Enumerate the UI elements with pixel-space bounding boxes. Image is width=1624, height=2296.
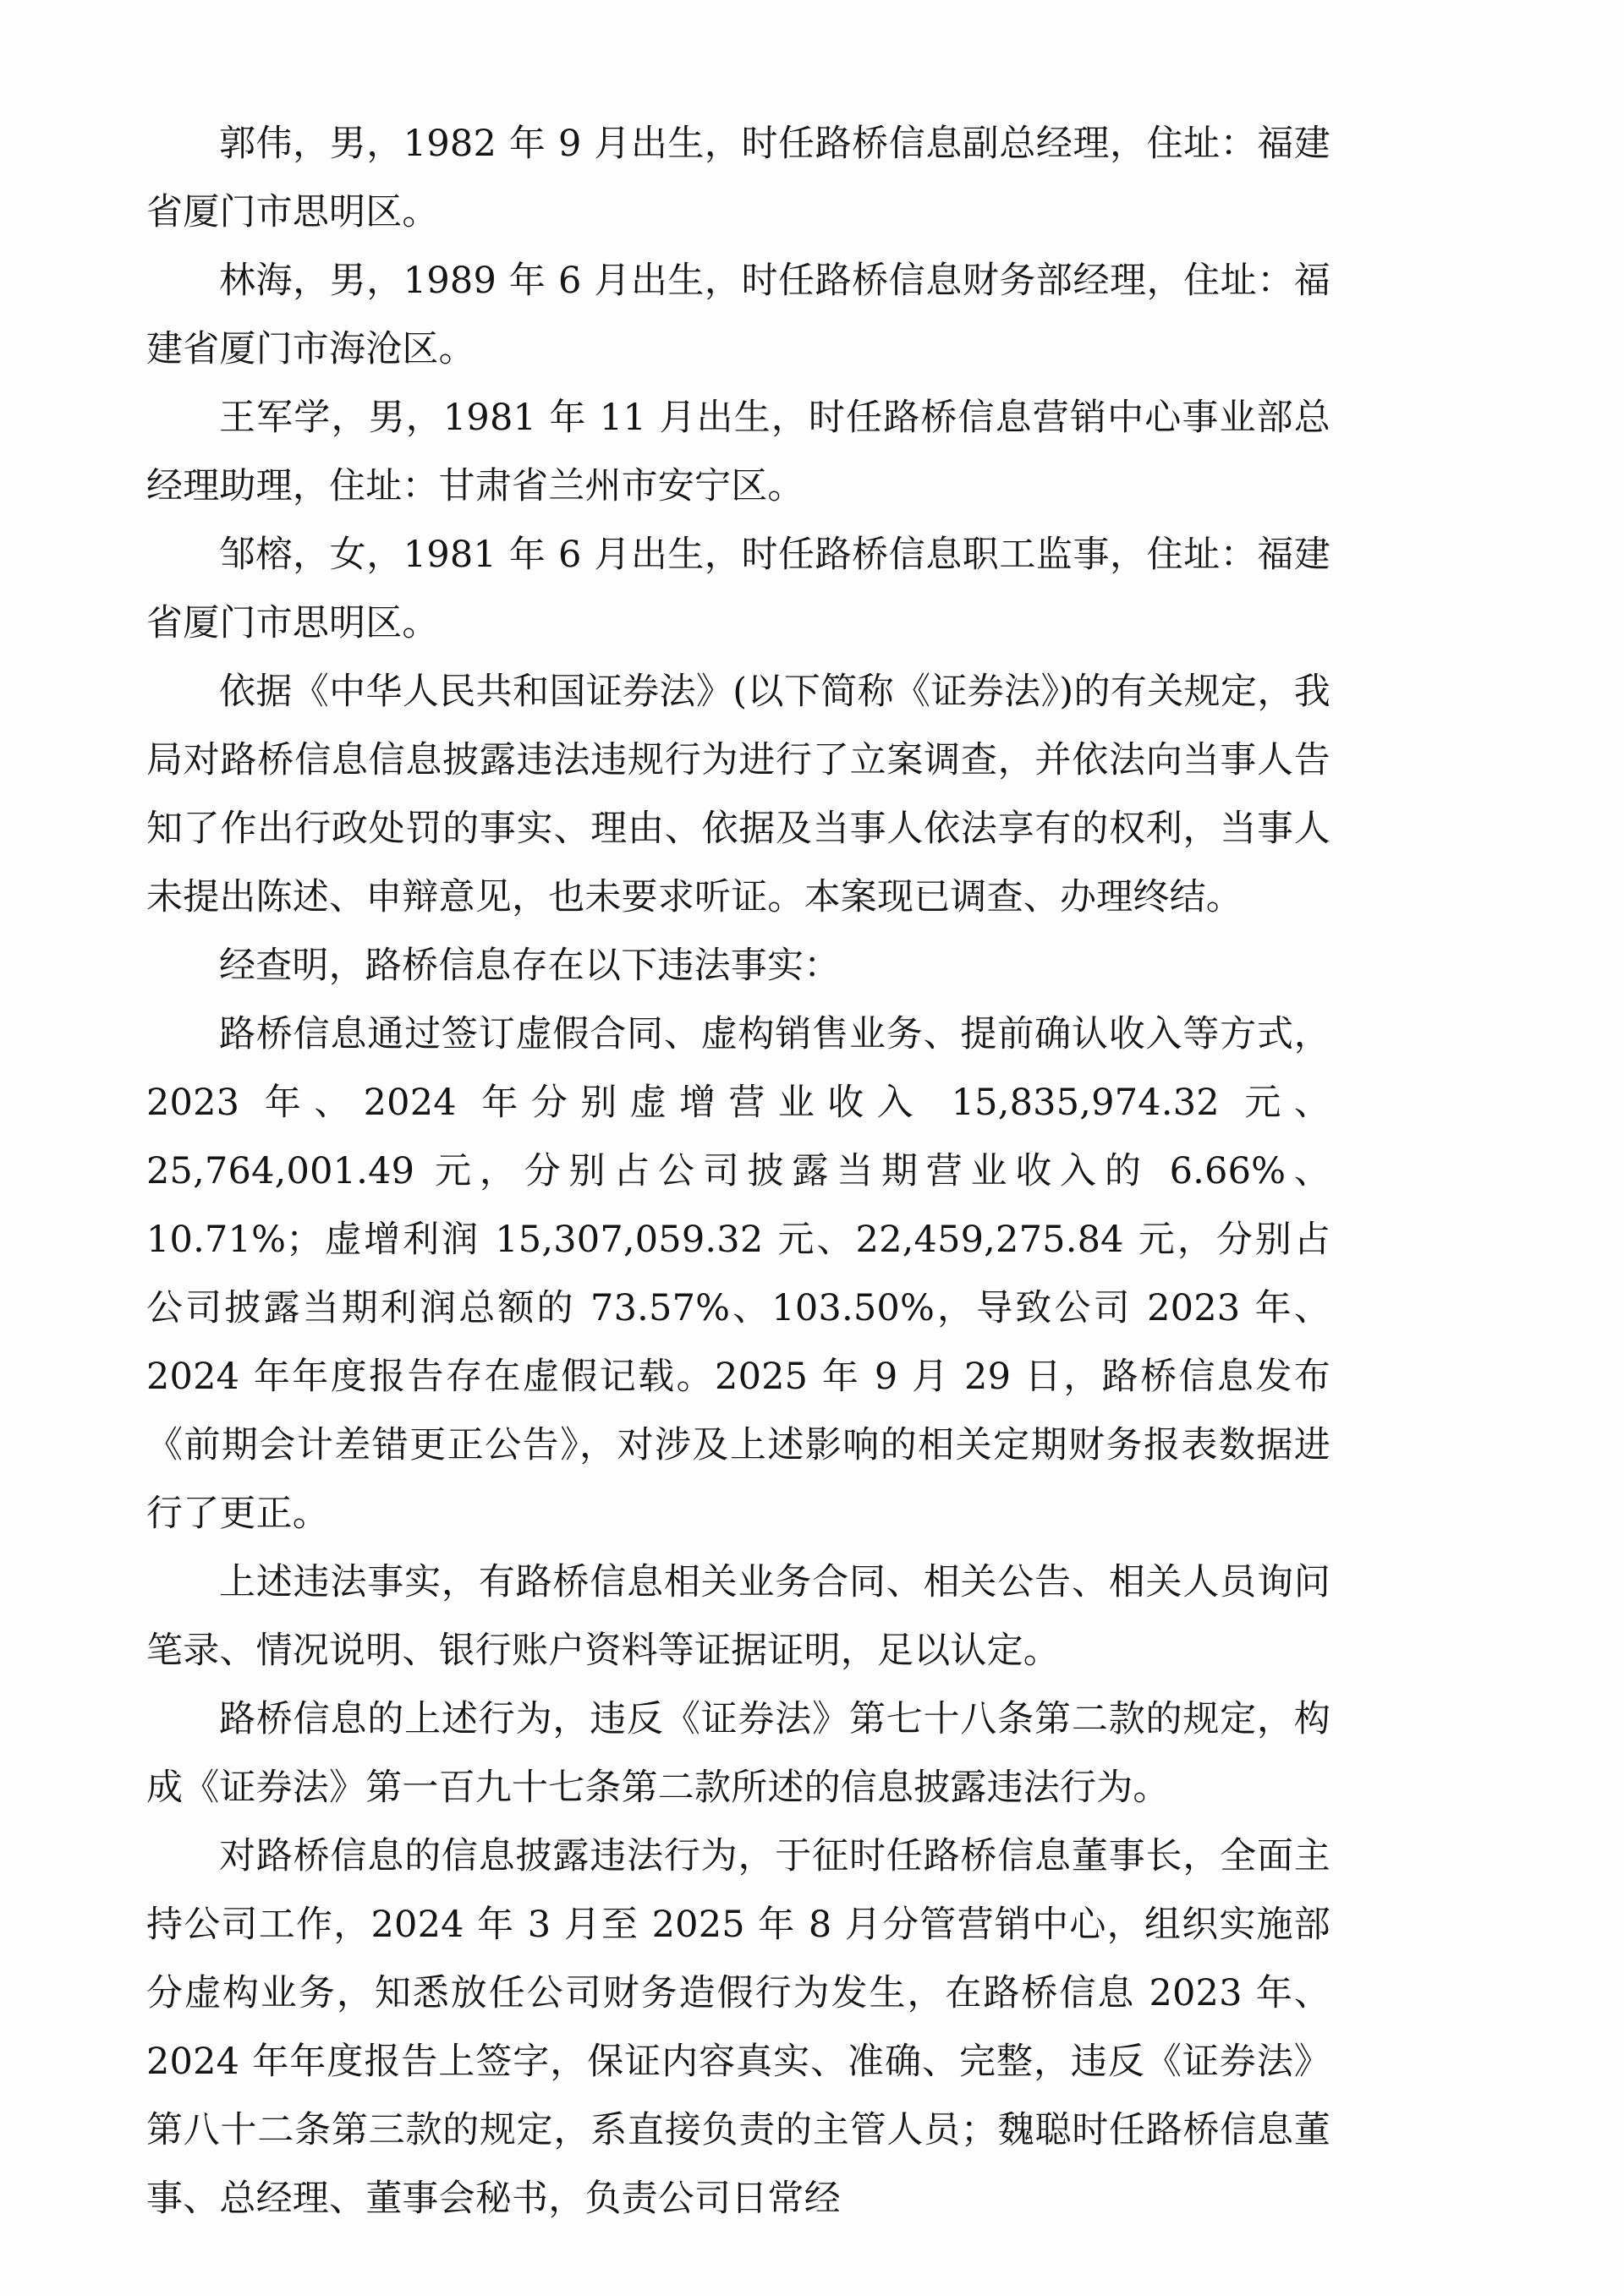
paragraph-party-guo-wei: 郭伟，男，1982 年 9 月出生，时任路桥信息副总经理，住址：福建省厦门市思明区。 xyxy=(146,123,1330,233)
paragraph-fraud-detail: 路桥信息通过签订虚假合同、虚构销售业务、提前确认收入等方式，2023 年、2024 年分别虚增营业收入 15,835,974.32 元、25,764,001.49 元，分别占公司披露当期营业收入的 6.66%、10.71%；虚增利润 15,307,059.32 元、22,459,275.84 元，分别占公司披露当期利润总额的 73.57%、103.50%，导致公司 2023 年、2024 年年度报告存在虚假记载。2025 年 9 月 29 日，路桥信息发布《前期会计差错更正公告》，对涉及上述影响的相关定期财务报表数据进行了更正。 xyxy=(146,1013,1330,1535)
document-body xyxy=(146,110,1330,2233)
paragraph-party-lin-hai: 林海，男，1989 年 6 月出生，时任路桥信息财务部经理，住址：福建省厦门市海沧区。 xyxy=(146,260,1330,370)
paragraph-legal-basis: 依据《中华人民共和国证券法》(以下简称《证券法》)的有关规定，我局对路桥信息信息披露违法违规行为进行了立案调查，并依法向当事人告知了作出行政处罚的事实、理由、依据及当事人依法享有的权利，当事人未提出陈述、申辩意见，也未要求听证。本案现已调查、办理终结。 xyxy=(146,671,1330,918)
paragraph-findings-intro: 经查明，路桥信息存在以下违法事实： xyxy=(219,945,841,987)
paragraph-violation-conclusion: 路桥信息的上述行为，违反《证券法》第七十八条第二款的规定，构成《证券法》第一百九十七条第二款所述的信息披露违法行为。 xyxy=(146,1698,1330,1809)
paragraph-party-zou-rong: 邹榕，女，1981 年 6 月出生，时任路桥信息职工监事，住址：福建省厦门市思明区。 xyxy=(146,534,1330,644)
paragraph-evidence-statement: 上述违法事实，有路桥信息相关业务合同、相关公告、相关人员询问笔录、情况说明、银行账户资料等证据证明，足以认定。 xyxy=(146,1561,1330,1672)
paragraph-responsibility-allocation: 对路桥信息的信息披露违法行为，于征时任路桥信息董事长，全面主持公司工作，2024 年 3 月至 2025 年 8 月分管营销中心，组织实施部分虚构业务，知悉放任公司财务造假行为发生，在路桥信息 2023 年、2024 年年度报告上签字，保证内容真实、准确、完整，违反《证券法》第八十二条第三款的规定，系直接负责的主管人员；魏聪时任路桥信息董事、总经理、董事会秘书，负责公司日常经 xyxy=(146,1835,1330,2220)
paragraph-party-wang-junxue: 王军学，男，1981 年 11 月出生，时任路桥信息营销中心事业部总经理助理，住址：甘肃省兰州市安宁区。 xyxy=(146,397,1330,507)
